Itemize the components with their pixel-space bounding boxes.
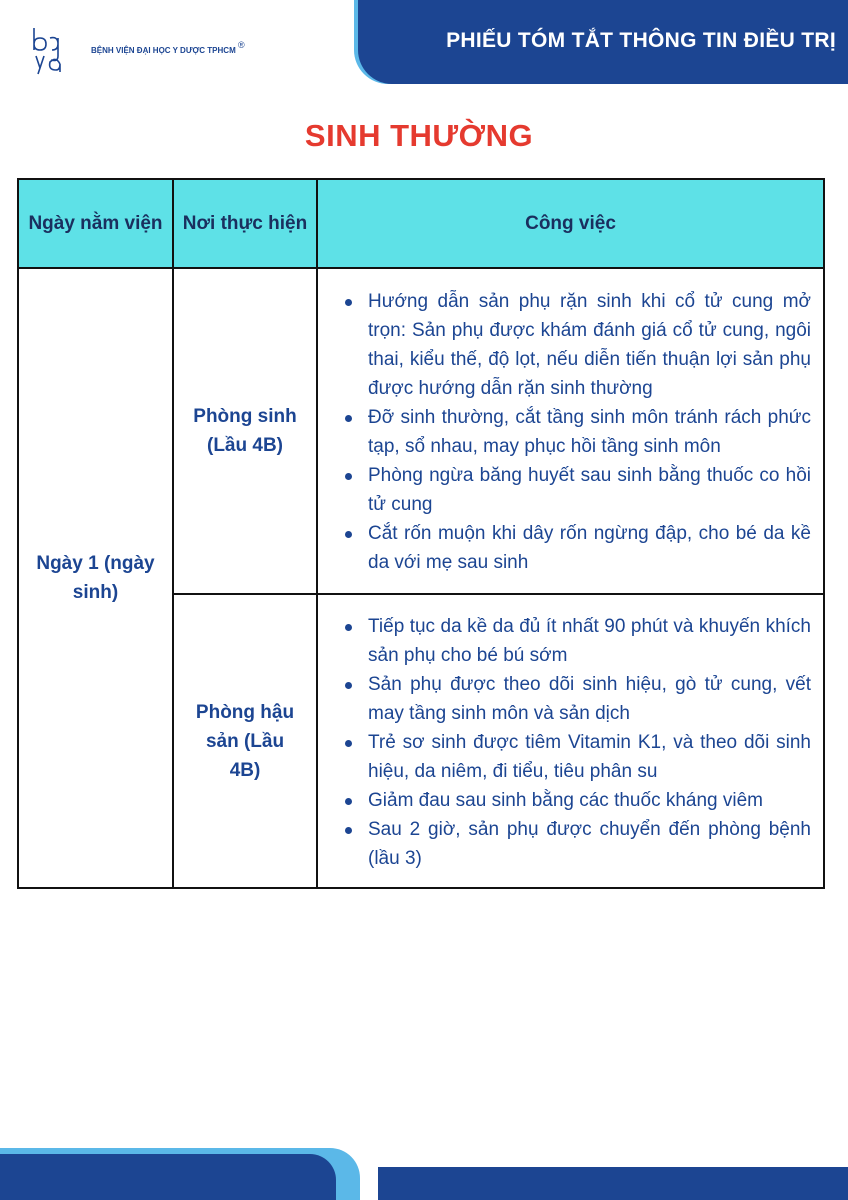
tasks-cell [317, 594, 824, 888]
task-list [318, 595, 823, 887]
table-row [18, 268, 824, 594]
task-item: Sau 2 giờ, sản phụ được chuyển đến phòng bệnh (lầu 3) [368, 815, 811, 873]
task-item: Tiếp tục da kề da đủ ít nhất 90 phút và khuyến khích sản phụ cho bé bú sớm [368, 612, 811, 670]
task-list [318, 269, 823, 593]
task-item: Đỡ sinh thường, cắt tầng sinh môn tránh rách phức tạp, sổ nhau, may phục hồi tầng sinh môn [368, 403, 811, 461]
schedule-table [17, 178, 825, 889]
place-label: Phòng hậu sản (Lầu 4B) [195, 701, 295, 781]
place-label: Phòng sinh (Lầu 4B) [193, 406, 297, 456]
place-cell [173, 594, 317, 888]
registered-mark: ® [238, 40, 245, 50]
tasks-cell [317, 268, 824, 594]
header-banner [364, 0, 848, 84]
task-item: Giảm đau sau sinh bằng các thuốc kháng viêm [368, 786, 811, 815]
header-place: Nơi thực hiện [173, 179, 317, 268]
hospital-name: BỆNH VIỆN ĐẠI HỌC Y DƯỢC TPHCM [91, 46, 236, 55]
footer-band-left [0, 1154, 336, 1200]
svg-text:bgya: bgya [30, 24, 33, 25]
table-header-row [18, 179, 824, 268]
task-item: Sản phụ được theo dõi sinh hiệu, gò tử cung, vết may tầng sinh môn và sản dịch [368, 670, 811, 728]
place-cell [173, 268, 317, 594]
task-item: Trẻ sơ sinh được tiêm Vitamin K1, và theo dõi sinh hiệu, da niêm, đi tiểu, tiêu phân su [368, 728, 811, 786]
header-title: PHIẾU TÓM TẮT THÔNG TIN ĐIỀU TRỊ [446, 29, 836, 52]
day-label: Ngày 1 (ngày sinh) [36, 553, 155, 603]
day-cell [18, 268, 173, 888]
task-item: Phòng ngừa băng huyết sau sinh bằng thuốc co hồi tử cung [368, 461, 811, 519]
header-tasks: Công việc [317, 179, 824, 268]
hospital-logo-icon [30, 24, 86, 80]
page-title: SINH THƯỜNG [304, 118, 534, 153]
footer-band-right [378, 1167, 848, 1200]
header-day: Ngày nằm viện [18, 179, 173, 268]
task-item: Cắt rốn muộn khi dây rốn ngừng đập, cho bé da kề da với mẹ sau sinh [368, 519, 811, 577]
task-item: Hướng dẫn sản phụ rặn sinh khi cổ tử cung mở trọn: Sản phụ được khám đánh giá cổ tử cung, ngôi thai, kiểu thế, độ lọt, nếu diễn tiến thuận lợi sản phụ được hướng dẫn rặn sinh thường [368, 287, 811, 403]
